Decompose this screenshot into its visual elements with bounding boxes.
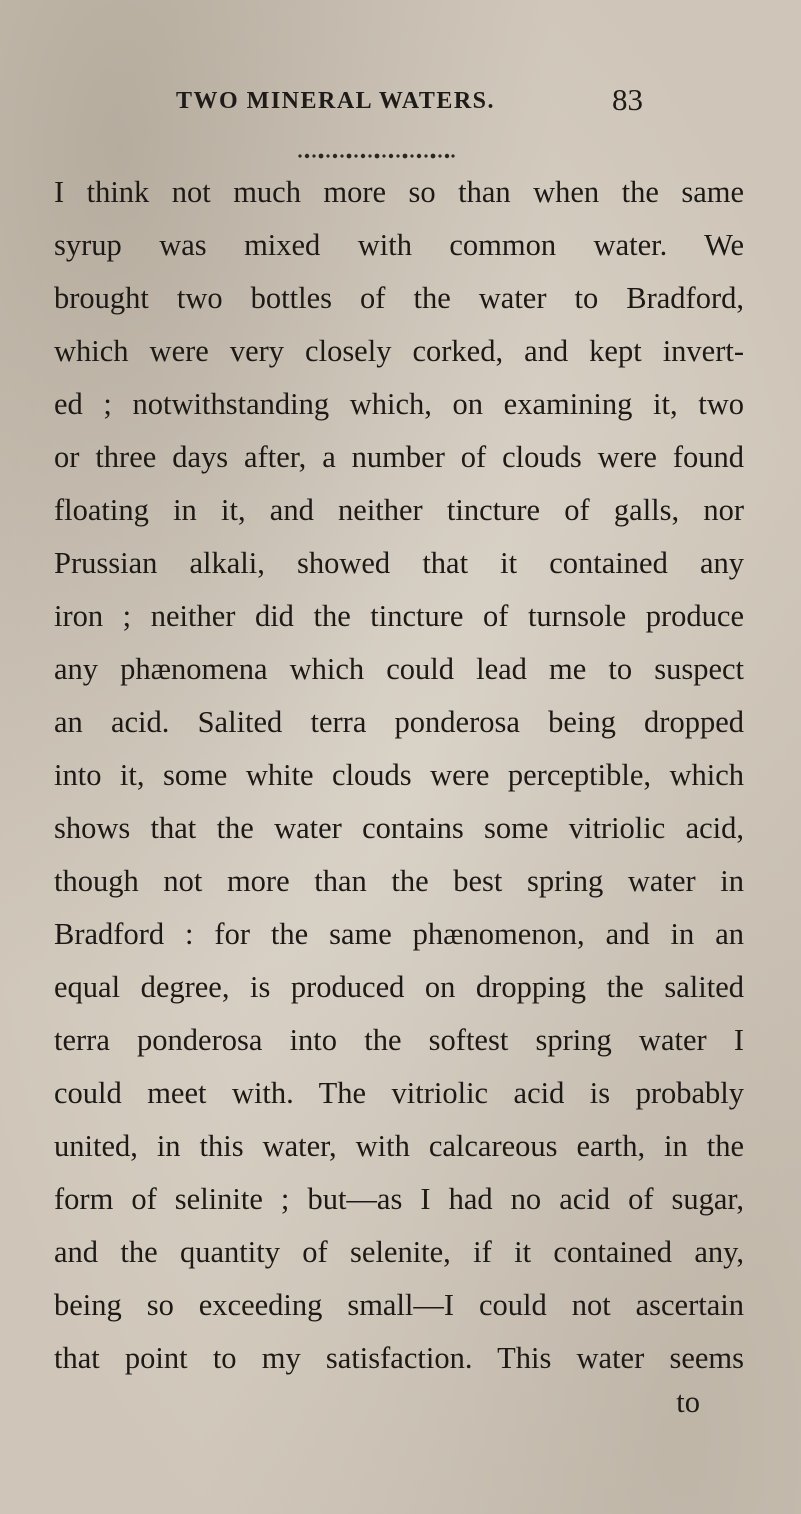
text-line: brought two bottles of the water to Bradford, bbox=[54, 281, 744, 315]
text-line: floating in it, and neither tincture of galls, nor bbox=[54, 493, 744, 527]
text-line: Bradford : for the same phænomenon, and in an bbox=[54, 917, 744, 951]
header-ornament-rule bbox=[296, 151, 456, 161]
text-line: or three days after, a number of clouds were found bbox=[54, 440, 744, 474]
text-line: could meet with. The vitriolic acid is probably bbox=[54, 1076, 744, 1110]
text-line: shows that the water contains some vitriolic acid, bbox=[54, 811, 744, 845]
text-line: I think not much more so than when the same bbox=[54, 175, 744, 209]
text-line: into it, some white clouds were perceptible, which bbox=[54, 758, 744, 792]
text-line: syrup was mixed with common water. We bbox=[54, 228, 744, 262]
text-line: an acid. Salited terra ponderosa being dropped bbox=[54, 705, 744, 739]
text-line: terra ponderosa into the softest spring water I bbox=[54, 1023, 744, 1057]
text-line: though not more than the best spring water in bbox=[54, 864, 744, 898]
text-line: Prussian alkali, showed that it contained any bbox=[54, 546, 744, 580]
catchword: to bbox=[676, 1385, 700, 1419]
text-line: form of selinite ; but—as I had no acid of sugar, bbox=[54, 1182, 744, 1216]
page-header bbox=[0, 82, 801, 128]
text-line: equal degree, is produced on dropping the salited bbox=[54, 970, 744, 1004]
text-line: any phænomena which could lead me to suspect bbox=[54, 652, 744, 686]
text-line: that point to my satisfaction. This water seems bbox=[54, 1341, 744, 1375]
text-line: united, in this water, with calcareous earth, in the bbox=[54, 1129, 744, 1163]
text-line: iron ; neither did the tincture of turnsole produce bbox=[54, 599, 744, 633]
running-title: TWO MINERAL WATERS. bbox=[176, 88, 496, 114]
text-line: being so exceeding small—I could not ascertain bbox=[54, 1288, 744, 1322]
text-line: ed ; notwithstanding which, on examining it, two bbox=[54, 387, 744, 421]
page-number: 83 bbox=[612, 82, 643, 117]
text-line: which were very closely corked, and kept invert- bbox=[54, 334, 744, 368]
text-line: and the quantity of selenite, if it contained any, bbox=[54, 1235, 744, 1269]
